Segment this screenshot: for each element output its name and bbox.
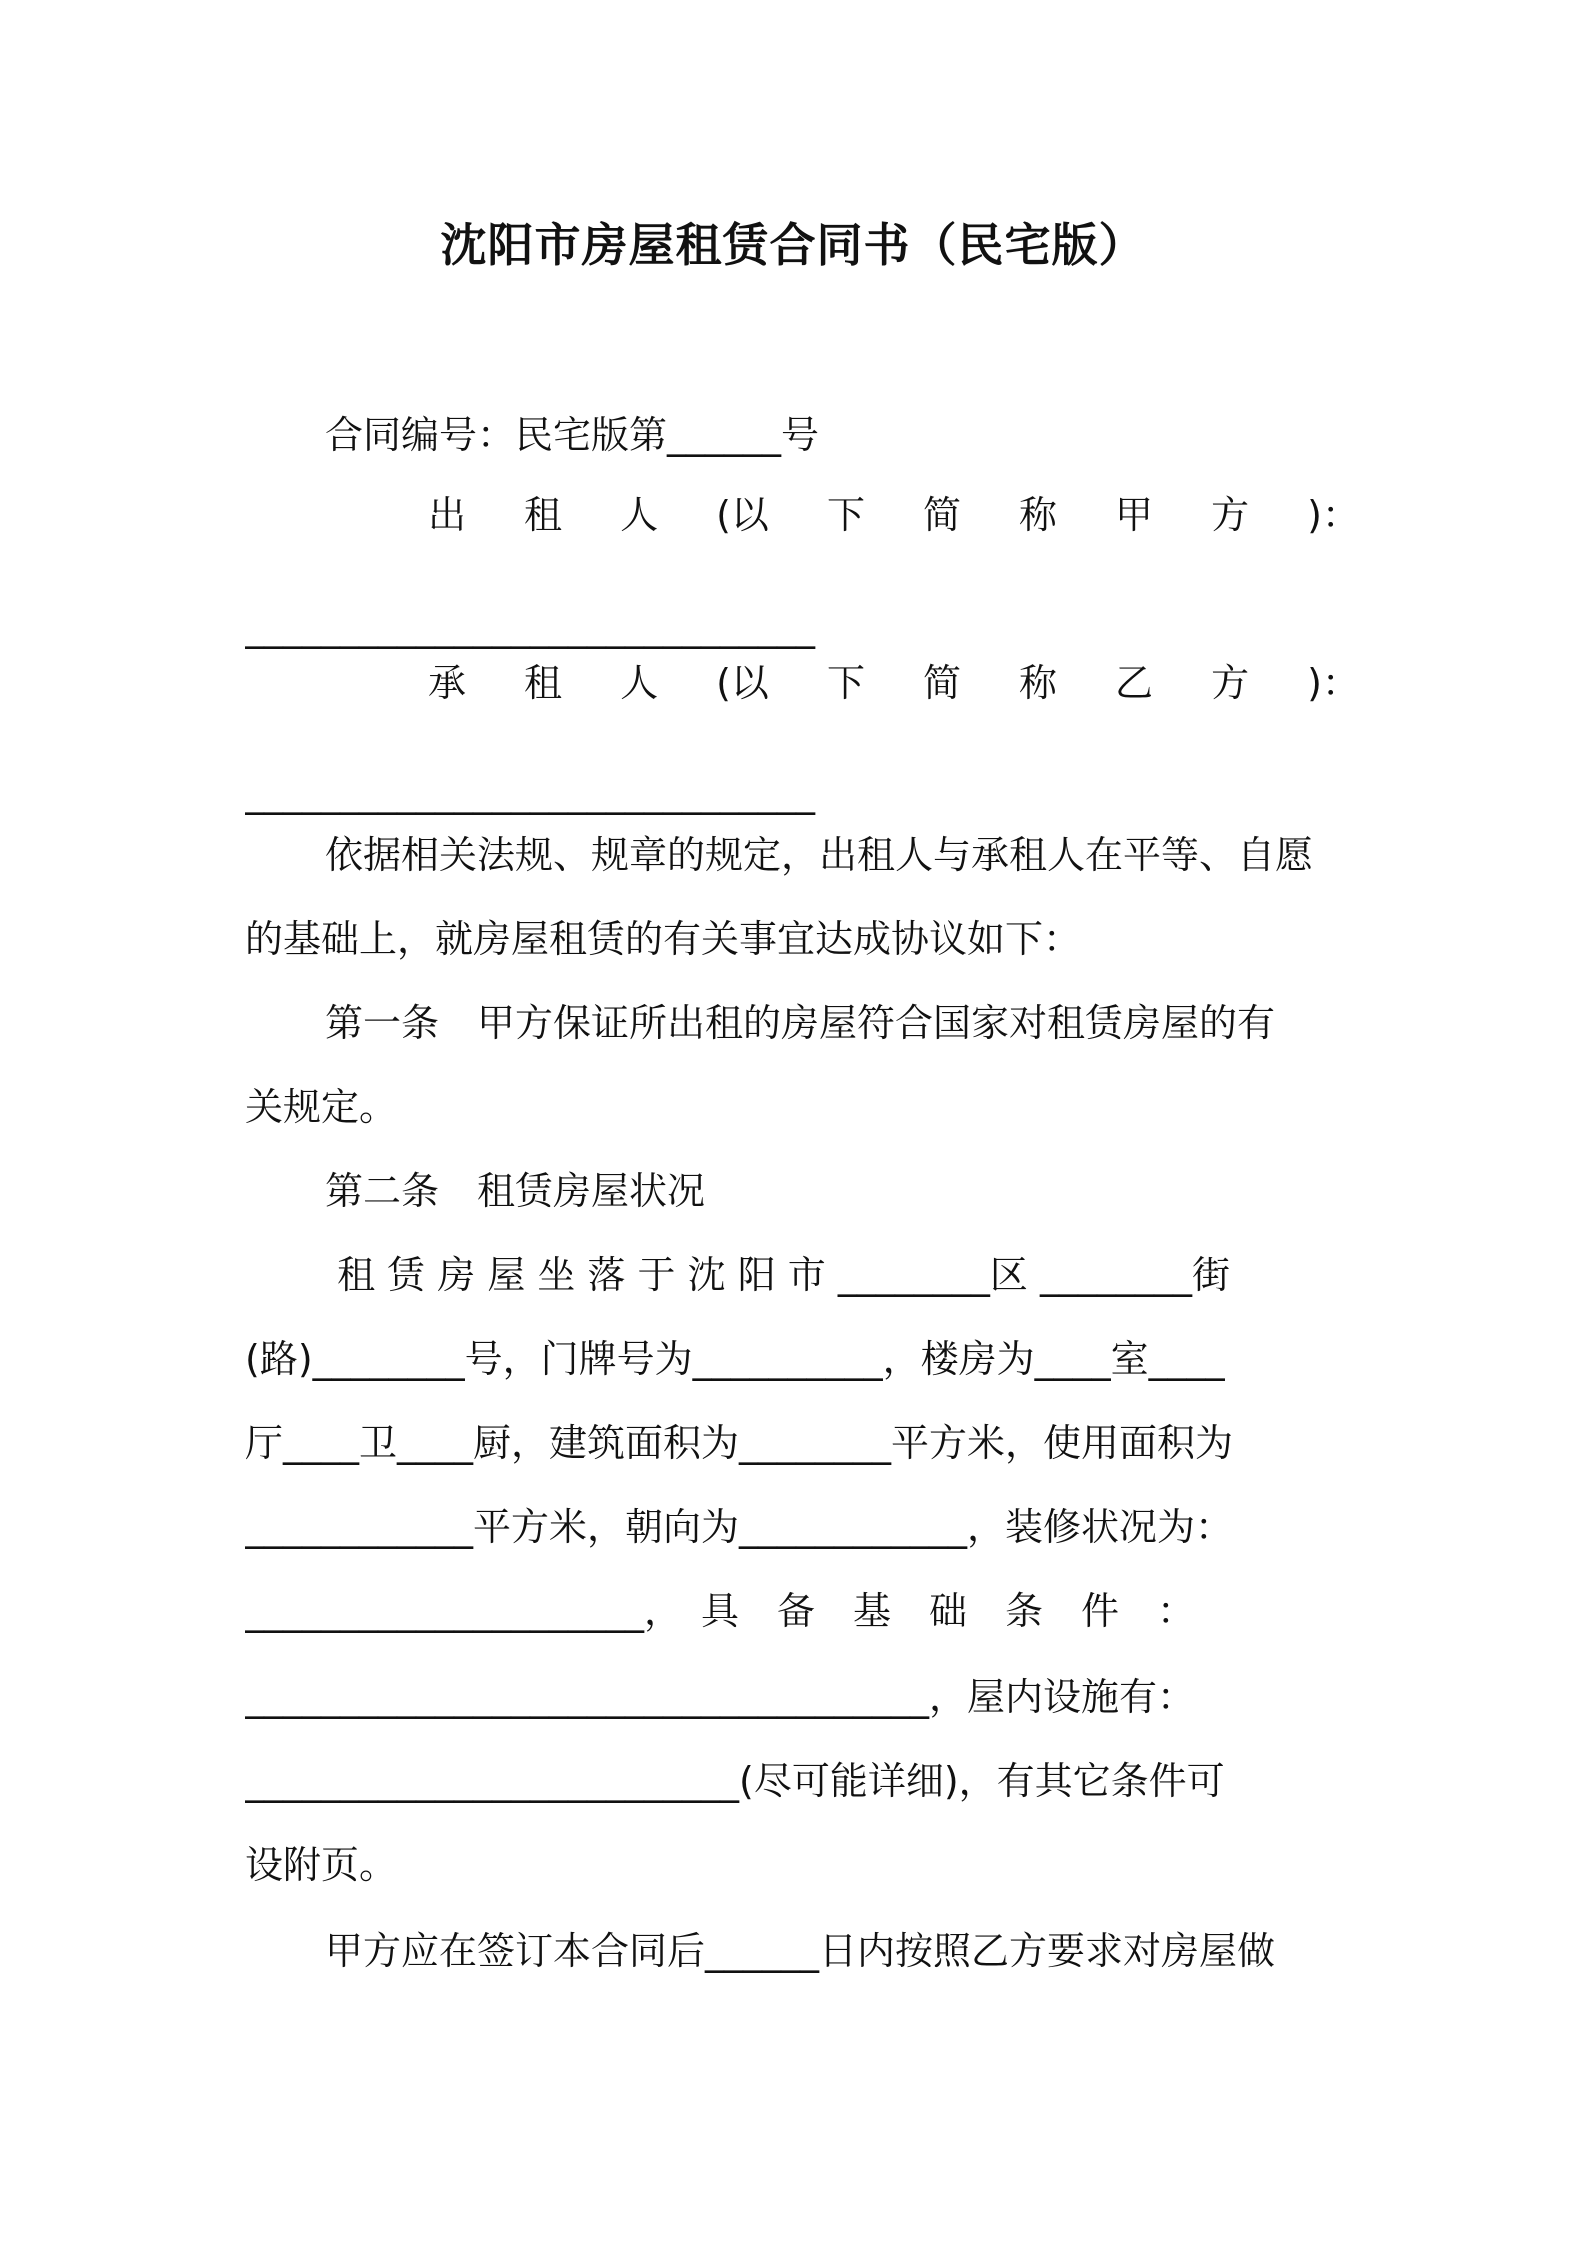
lessee-blank: ______________________________: [245, 771, 815, 815]
lessor-char: 甲: [1115, 493, 1154, 537]
article2-line-2: (路)________号，门牌号为__________，楼房为____室____: [245, 1337, 1225, 1381]
article2-line-9: 甲方应在签订本合同后______日内按照乙方要求对房屋做: [325, 1929, 1276, 1973]
lessor-char: 出: [428, 493, 467, 537]
lessee-char: 承: [428, 661, 467, 705]
lessor-char: 租: [524, 493, 563, 537]
article2-heading: 第二条 租赁房屋状况: [325, 1169, 706, 1213]
lessee-label: [428, 658, 1360, 708]
lessee-char: 称: [1019, 661, 1058, 705]
preamble-line-1: 依据相关法规、规章的规定，出租人与承租人在平等、自愿: [325, 833, 1314, 877]
lessor-char: 简: [922, 493, 961, 537]
lessor-char: 方: [1211, 493, 1250, 537]
lessor-label: [428, 490, 1360, 540]
contract-number: 合同编号：民宅版第______号: [325, 413, 820, 457]
lessor-char: 人: [620, 493, 659, 537]
article2-line-7: __________________________(尽可能详细)，有其它条件可: [245, 1759, 1225, 1803]
lessee-char: 方: [1211, 661, 1250, 705]
lessor-char: (以: [716, 493, 769, 537]
article2-line-8: 设附页。: [245, 1843, 398, 1887]
lessor-char: 下: [826, 493, 865, 537]
article2-line-4: ____________平方米，朝向为____________，装修状况为：: [245, 1505, 1234, 1549]
lessee-char: 简: [922, 661, 961, 705]
article1-line-2: 关规定。: [245, 1085, 398, 1129]
lessee-char: 下: [826, 661, 865, 705]
lessee-char: 租: [524, 661, 563, 705]
lessor-char: )：: [1307, 493, 1360, 537]
lessee-char: )：: [1307, 661, 1360, 705]
lessee-char: 人: [620, 661, 659, 705]
lessee-char: (以: [716, 661, 769, 705]
article2-line-1: 租 赁 房 屋 坐 落 于 沈 阳 市 ________区 ________街: [325, 1253, 1230, 1297]
lessee-char: 乙: [1115, 661, 1154, 705]
lessor-char: 称: [1019, 493, 1058, 537]
article2-line-5: _____________________， 具 备 基 础 条 件 ：: [245, 1589, 1196, 1633]
document-title: 沈阳市房屋租赁合同书（民宅版）: [440, 218, 1146, 272]
article2-line-6: ____________________________________，屋内设施有：: [245, 1675, 1196, 1719]
preamble-line-2: 的基础上，就房屋租赁的有关事宜达成协议如下：: [245, 917, 1082, 961]
article2-line-3: 厅____卫____厨，建筑面积为________平方米，使用面积为: [245, 1421, 1234, 1465]
article1-line-1: 第一条 甲方保证所出租的房屋符合国家对租赁房屋的有: [325, 1001, 1276, 1045]
lessor-blank: ______________________________: [245, 605, 815, 649]
